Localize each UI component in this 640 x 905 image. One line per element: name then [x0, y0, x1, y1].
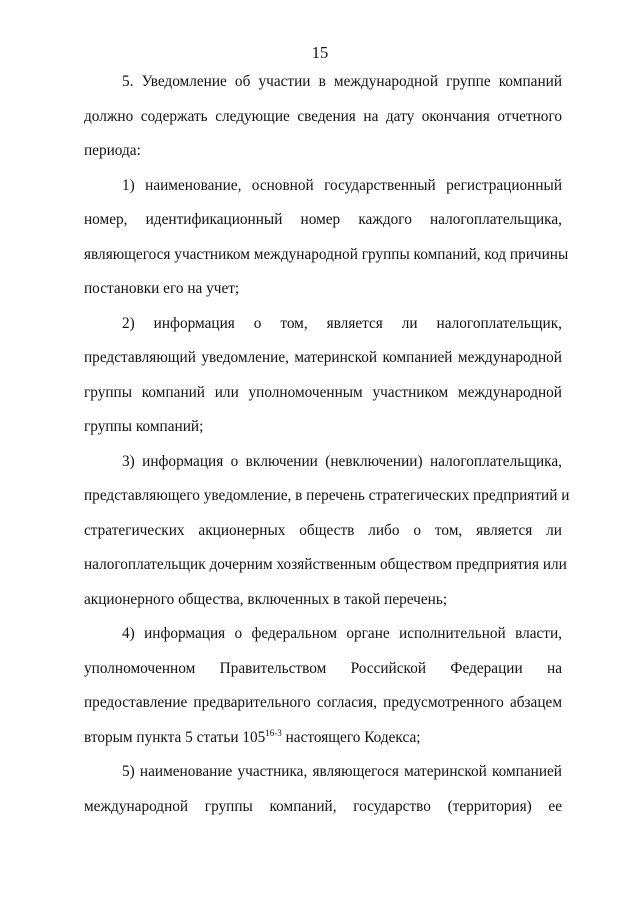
text-line: 1) наименование, основной государственный регистрационный: [122, 176, 562, 194]
text-line: группы компаний или уполномоченным участником международной: [84, 383, 562, 401]
text-line: стратегических акционерных обществ либо о том, является ли: [84, 521, 562, 539]
text-line: 3) информация о включении (невключении) налогоплательщика,: [122, 452, 562, 470]
paragraph-item-2: [84, 307, 562, 445]
article-superscript: 16-3: [265, 727, 282, 738]
text-line: налогоплательщик дочерним хозяйственным обществом предприятия или: [84, 556, 567, 573]
text-line: представляющего уведомление, в перечень стратегических предприятий и: [84, 487, 570, 504]
text-fragment: вторым пункта 5 статьи 105: [84, 728, 266, 746]
text-line: предоставление предварительного согласия, предусмотренного абзацем: [84, 694, 562, 711]
text-line: уполномоченном Правительством Российской Федерации на: [84, 659, 562, 677]
text-line: номер, идентификационный номер каждого налогоплательщика,: [84, 211, 562, 228]
paragraph-item-5: [84, 755, 562, 824]
text-fragment: настоящего Кодекса;: [281, 728, 421, 746]
paragraph-item-3: [84, 445, 570, 618]
text-line: 2) информация о том, является ли налогоплательщик,: [122, 314, 562, 332]
text-line-with-superscript: [84, 721, 562, 756]
text-line: 5. Уведомление об участии в международной группе компаний: [122, 73, 562, 90]
text-line: международной группы компаний, государство (территория) ее: [84, 797, 562, 815]
text-line: акционерного общества, включенных в такой перечень;: [84, 590, 448, 608]
text-line: постановки его на учет;: [84, 280, 240, 297]
text-line: группы компаний;: [84, 418, 204, 435]
paragraph-item-4: [84, 617, 562, 755]
text-line: должно содержать следующие сведения на дату окончания отчетного: [84, 107, 562, 125]
text-line: 5) наименование участника, являющегося материнской компанией: [122, 763, 562, 780]
page-number: 15: [311, 43, 329, 62]
paragraph-item-1: [84, 169, 569, 307]
document-body: [84, 65, 570, 824]
paragraph-notification-contents: [84, 65, 562, 169]
text-line: являющегося участником международной группы компаний, код причины: [84, 245, 569, 263]
text-line: представляющий уведомление, материнской компанией международной: [84, 349, 562, 366]
text-line: периода:: [84, 142, 141, 159]
text-line: 4) информация о федеральном органе исполнительной власти,: [122, 625, 562, 642]
